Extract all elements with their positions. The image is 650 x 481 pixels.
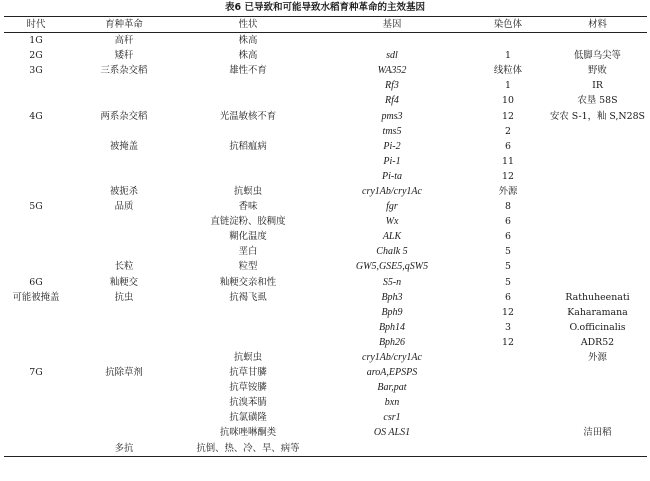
- cell-trait: 株高: [238, 35, 258, 47]
- cell-gene: Bph3: [381, 291, 403, 303]
- cell-trait: [180, 154, 316, 169]
- table-row: [4, 244, 647, 259]
- cell-trait: 抗草甘膦: [229, 367, 267, 379]
- cell-revolution: 抗虫: [114, 291, 134, 303]
- cell-chromosome: 1: [505, 50, 511, 62]
- cell-material: [548, 410, 647, 425]
- cell-trait: 抗螟虫: [233, 352, 263, 364]
- cell-chromosome: [468, 380, 548, 395]
- cell-gene: Bph14: [378, 321, 406, 333]
- cell-trait: [180, 335, 316, 350]
- cell-chromosome: 11: [502, 155, 514, 167]
- cell-chromosome: [468, 410, 548, 425]
- cell-trait: 抗草铵膦: [229, 382, 267, 394]
- cell-revolution: [68, 425, 180, 440]
- table-row: [4, 78, 647, 93]
- cell-revolution: 三系杂交稻: [100, 65, 148, 77]
- cell-gene: Chalk 5: [376, 246, 408, 258]
- cell-gene: Pi-ta: [382, 170, 402, 182]
- cell-revolution: [68, 154, 180, 169]
- cell-chromosome: 12: [502, 336, 514, 348]
- table-row: [4, 305, 647, 320]
- cell-era: [4, 410, 68, 425]
- cell-era: 2G: [29, 50, 43, 62]
- cell-gene: csr1: [383, 412, 401, 424]
- cell-material: O.officinalis: [569, 321, 626, 333]
- cell-trait: 抗氯磺隆: [229, 412, 267, 424]
- table-row: [4, 441, 647, 457]
- table-row: [4, 33, 647, 49]
- cell-trait: 抗溴苯腈: [229, 397, 267, 409]
- cell-trait: [180, 78, 316, 93]
- table-row: [4, 320, 647, 335]
- cell-gene: aroA,EPSPS: [366, 367, 418, 379]
- cell-chromosome: 5: [505, 246, 511, 258]
- table-row: [4, 108, 647, 123]
- cell-trait: 抗稻瘟病: [229, 140, 267, 152]
- cell-material: [548, 380, 647, 395]
- cell-gene: Wx: [385, 216, 399, 228]
- table-row: [4, 290, 647, 305]
- cell-gene: Bph26: [378, 336, 406, 348]
- header-chromosome: 染色体: [468, 17, 548, 33]
- cell-material: [548, 154, 647, 169]
- cell-chromosome: 5: [505, 276, 511, 288]
- cell-revolution: [68, 124, 180, 139]
- table-row: [4, 259, 647, 274]
- cell-material: 外源: [588, 352, 607, 364]
- cell-material: [548, 365, 647, 380]
- cell-revolution: [68, 335, 180, 350]
- cell-trait: 籼粳交亲和性: [219, 276, 277, 288]
- cell-gene: Pi-2: [383, 140, 401, 152]
- cell-trait: [180, 320, 316, 335]
- cell-trait: 香味: [238, 201, 258, 213]
- cell-era: [4, 441, 68, 457]
- table-row: [4, 184, 647, 199]
- cell-trait: 糊化温度: [229, 231, 267, 243]
- cell-era: [4, 425, 68, 440]
- table-row: [4, 275, 647, 290]
- table-row: [4, 365, 647, 380]
- cell-material: [548, 199, 647, 214]
- cell-revolution: [68, 305, 180, 320]
- cell-era: [4, 259, 68, 274]
- table-row: [4, 214, 647, 229]
- cell-trait: 粒型: [238, 261, 258, 273]
- cell-revolution: [68, 78, 180, 93]
- cell-chromosome: 1: [505, 80, 511, 92]
- cell-gene: S5-n: [382, 276, 402, 288]
- cell-gene: Pi-1: [383, 155, 401, 167]
- cell-material: [548, 441, 647, 457]
- cell-gene: Bph9: [381, 306, 403, 318]
- cell-chromosome: 10: [502, 95, 514, 107]
- cell-trait: 雄性不育: [229, 65, 267, 77]
- cell-gene: tms5: [382, 125, 402, 137]
- cell-material: [548, 184, 647, 199]
- table-row: [4, 395, 647, 410]
- cell-gene: cry1Ab/cry1Ac: [362, 352, 422, 364]
- cell-revolution: [68, 320, 180, 335]
- cell-revolution: 被掩盖: [109, 140, 139, 152]
- cell-material: [548, 169, 647, 184]
- cell-era: [4, 78, 68, 93]
- cell-material: ADR52: [580, 336, 615, 348]
- cell-chromosome: 5: [505, 261, 511, 273]
- cell-chromosome: [468, 365, 548, 380]
- table-row: [4, 139, 647, 154]
- cell-chromosome: 12: [502, 306, 514, 318]
- cell-material: IR: [592, 80, 603, 92]
- cell-trait: 垩白: [238, 246, 258, 258]
- cell-chromosome: 3: [505, 321, 511, 333]
- table-caption: 表6 已导致和可能导致水稻育种革命的主效基因: [225, 2, 425, 13]
- cell-material: [548, 33, 647, 49]
- cell-trait: 抗倒、热、冷、旱、病等: [180, 441, 316, 457]
- cell-revolution: [68, 229, 180, 244]
- cell-material: 农垦 58S: [577, 95, 618, 107]
- cell-chromosome: 12: [502, 110, 514, 122]
- cell-chromosome: 2: [505, 125, 511, 137]
- table-row: [4, 199, 647, 214]
- cell-chromosome: 8: [505, 201, 511, 213]
- cell-material: [548, 259, 647, 274]
- cell-material: 野败: [588, 65, 607, 77]
- cell-era: 1G: [29, 35, 43, 47]
- cell-era: [4, 154, 68, 169]
- cell-gene: GW5,GSE5,qSW5: [355, 261, 429, 273]
- cell-material: 安农 S-1，籼 S,N28S: [550, 110, 645, 122]
- table-row: [4, 425, 647, 440]
- cell-material: [548, 139, 647, 154]
- cell-trait: 抗咪唑啉酮类: [219, 427, 277, 439]
- cell-revolution: 矮秆: [114, 50, 134, 62]
- cell-gene: Rf3: [385, 80, 399, 92]
- table-row: [4, 124, 647, 139]
- cell-era: [4, 320, 68, 335]
- cell-trait: [180, 305, 316, 320]
- cell-material: [548, 214, 647, 229]
- cell-revolution: 两系杂交稻: [100, 110, 148, 122]
- cell-gene: [316, 33, 468, 49]
- cell-revolution: [68, 169, 180, 184]
- cell-revolution: [68, 93, 180, 108]
- cell-trait: 株高: [238, 50, 258, 62]
- cell-era: [4, 139, 68, 154]
- cell-era: [4, 335, 68, 350]
- cell-gene: bxn: [384, 397, 400, 409]
- cell-chromosome: [468, 441, 548, 457]
- cell-material: [548, 395, 647, 410]
- cell-material: [548, 244, 647, 259]
- header-era: 时代: [4, 17, 68, 33]
- header-material: 材料: [548, 17, 647, 33]
- cell-gene: WA352: [377, 65, 407, 77]
- cell-gene: cry1Ab/cry1Ac: [362, 185, 422, 197]
- cell-era: [4, 350, 68, 365]
- header-revolution: 育种革命: [68, 17, 180, 33]
- cell-chromosome: 6: [505, 231, 511, 243]
- cell-trait: [180, 93, 316, 108]
- cell-era: 可能被掩盖: [12, 291, 60, 303]
- cell-material: [548, 229, 647, 244]
- cell-era: 5G: [29, 201, 43, 213]
- table-row: [4, 380, 647, 395]
- cell-chromosome: 外源: [498, 185, 518, 197]
- cell-trait: 抗螟虫: [233, 185, 263, 197]
- cell-trait: [180, 124, 316, 139]
- table-row: [4, 229, 647, 244]
- cell-era: [4, 395, 68, 410]
- cell-gene: [316, 441, 468, 457]
- table-header: [4, 17, 647, 33]
- table-row: [4, 48, 647, 63]
- table-row: [4, 410, 647, 425]
- cell-material: 洁田稻: [583, 427, 612, 439]
- cell-era: 7G: [29, 367, 43, 379]
- cell-revolution: 被扼杀: [109, 185, 139, 197]
- cell-revolution: [68, 380, 180, 395]
- table-row: [4, 335, 647, 350]
- cell-revolution: 高秆: [114, 35, 134, 47]
- cell-era: [4, 184, 68, 199]
- cell-era: 3G: [29, 65, 43, 77]
- cell-gene: sdl: [386, 50, 398, 62]
- cell-revolution: 籼粳交: [109, 276, 139, 288]
- cell-trait: 抗褐飞虱: [229, 291, 267, 303]
- cell-material: 低脚乌尖等: [574, 50, 621, 62]
- cell-chromosome: 线粒体: [493, 65, 523, 77]
- cell-revolution: [68, 214, 180, 229]
- cell-revolution: [68, 395, 180, 410]
- cell-chromosome: 6: [505, 140, 511, 152]
- cell-revolution: 多抗: [68, 441, 180, 457]
- table-row: [4, 154, 647, 169]
- cell-trait: [180, 169, 316, 184]
- cell-revolution: 长粒: [114, 261, 134, 273]
- cell-material: [548, 124, 647, 139]
- cell-gene: Rf4: [385, 95, 399, 107]
- cell-chromosome: [468, 395, 548, 410]
- cell-chromosome: [468, 33, 548, 49]
- cell-revolution: 品质: [114, 201, 134, 213]
- cell-chromosome: 12: [502, 170, 514, 182]
- cell-era: 6G: [29, 276, 43, 288]
- cell-era: [4, 305, 68, 320]
- cell-material: Kaharamana: [567, 306, 628, 318]
- cell-gene: pms3: [381, 110, 403, 122]
- cell-revolution: [68, 410, 180, 425]
- table-row: [4, 169, 647, 184]
- cell-gene: ALK: [382, 231, 402, 243]
- cell-trait: 直链淀粉、胶稠度: [210, 216, 286, 228]
- cell-era: [4, 214, 68, 229]
- cell-trait: 光温敏核不育: [219, 110, 277, 122]
- gene-table: [4, 16, 647, 457]
- cell-chromosome: 6: [505, 291, 511, 303]
- cell-era: 4G: [29, 110, 43, 122]
- cell-material: [548, 275, 647, 290]
- cell-chromosome: [468, 350, 548, 365]
- cell-era: [4, 169, 68, 184]
- cell-era: [4, 244, 68, 259]
- cell-revolution: [68, 350, 180, 365]
- table-row: [4, 350, 647, 365]
- header-gene: 基因: [316, 17, 468, 33]
- cell-era: [4, 93, 68, 108]
- cell-revolution: 抗除草剂: [105, 367, 143, 379]
- table-row: [4, 93, 647, 108]
- cell-era: [4, 229, 68, 244]
- cell-material: Rathuheenati: [565, 291, 630, 303]
- cell-gene: OS ALS1: [373, 427, 411, 439]
- table-row: [4, 63, 647, 78]
- cell-era: [4, 124, 68, 139]
- header-trait: 性状: [180, 17, 316, 33]
- cell-gene: fgr: [386, 201, 398, 213]
- table-body: [4, 33, 647, 457]
- cell-chromosome: [468, 425, 548, 440]
- cell-era: [4, 380, 68, 395]
- cell-gene: Bar,pat: [377, 382, 407, 394]
- cell-chromosome: 6: [505, 216, 511, 228]
- cell-revolution: [68, 244, 180, 259]
